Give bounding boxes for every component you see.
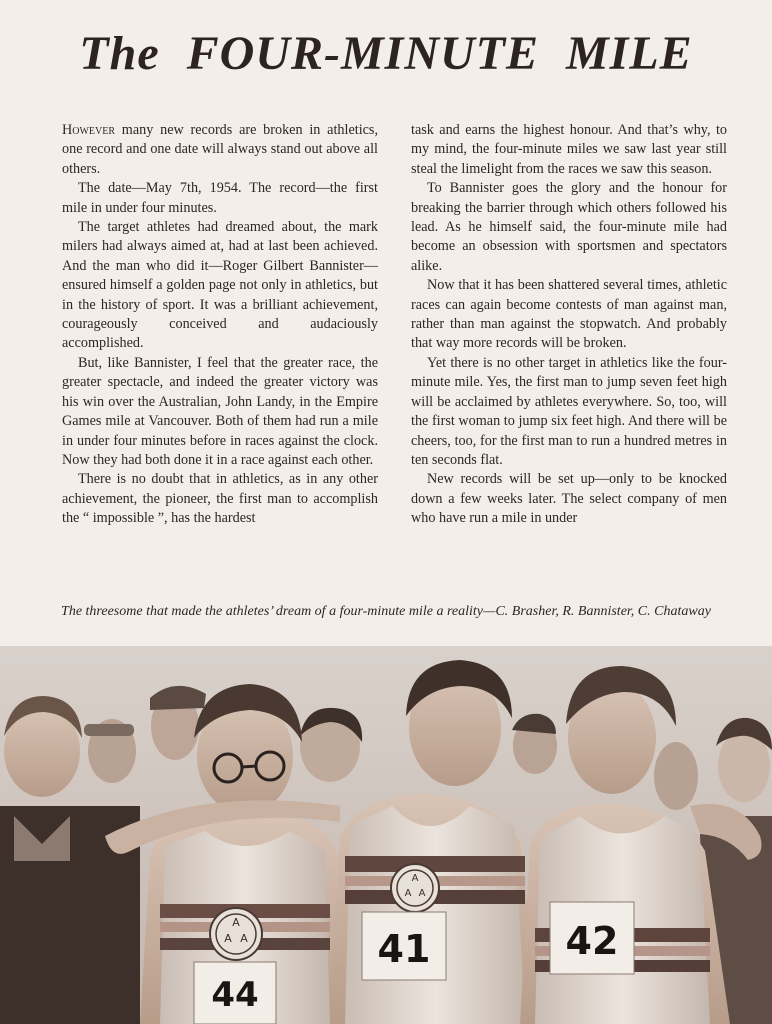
paragraph: The date—May 7th, 1954. The record—the first mile in under four minutes. [62, 180, 378, 216]
race-bib [362, 912, 446, 980]
paragraph: There is no doubt that in athletics, as in any other achievement, the pioneer, the first man to accomplish the “ impossible ”, has the hardest [62, 471, 378, 527]
badge-letter: A [232, 916, 240, 929]
bib-number: 42 [565, 919, 619, 963]
page-title: The FOUR-MINUTE MILE [79, 27, 693, 80]
aaa-badge [391, 864, 439, 912]
article-column-left [62, 121, 378, 529]
paragraph-text: many new records are broken in athletics, one record and one date will always stand out above all others. [62, 122, 378, 177]
bib-number: 41 [377, 927, 431, 971]
badge-letter: A [411, 873, 419, 884]
bib-number: 44 [211, 975, 259, 1015]
badge-letter: A [224, 932, 232, 945]
race-bib [550, 902, 634, 974]
paragraph: Yet there is no other target in athletics like the four-minute mile. Yes, the first man to jump seven feet high will be acclaimed by athletes everywhere. So, too, will the first woman to jump six feet high. And there will be cheers, too, for the first man to run a hundred metres in ten seconds flat. [411, 354, 727, 468]
paragraph: But, like Bannister, I feel that the greater race, the greater spectacle, and indeed the greater victory was his win over the Australian, John Landy, in the Empire Games mile at Vancouver. Both of them had run a mile in under four minutes before in races against the clock. Now they had both done it in a race against each other. [62, 354, 378, 468]
paragraph: New records will be set up—only to be knocked down a few weeks later. The select company of men who have run a mile in under [411, 471, 727, 527]
paragraph [62, 121, 378, 179]
badge-letter: A [404, 888, 412, 899]
race-bib [194, 962, 276, 1024]
paragraph: The target athletes had dreamed about, the mark milers had always aimed at, had at last been achieved. And the man who did it—Roger Gilbert Bannister—ensured himself a golden page not only in athletics, but in the history of sport. It was a brilliant achievement, courageously conceived and audaciously accomplished. [62, 219, 378, 352]
paragraph: Now that it has been shattered several times, athletic races can again become contests of man against man, rather than man against the stopwatch. And probably that way more records will be broken. [411, 277, 727, 352]
athletes-photo [0, 646, 772, 1024]
lead-word: However [62, 122, 116, 138]
paragraph: task and earns the highest honour. And that’s why, to my mind, the four-minute miles we saw last year still steal the limelight from the races we saw this season. [411, 122, 727, 177]
paragraph: To Bannister goes the glory and the honour for breaking the barrier through which others followed his lead. As he himself said, the four-minute mile had become an obsession with sportsmen and spectators alike. [411, 180, 727, 274]
badge-letter: A [240, 932, 248, 945]
aaa-badge [210, 908, 262, 960]
photo-caption: The threesome that made the athletes’ dream of a four-minute mile a reality—C. Brasher, R. Bannister, C. Chataway [61, 604, 711, 619]
article-column-right [411, 121, 727, 529]
badge-letter: A [418, 888, 426, 899]
